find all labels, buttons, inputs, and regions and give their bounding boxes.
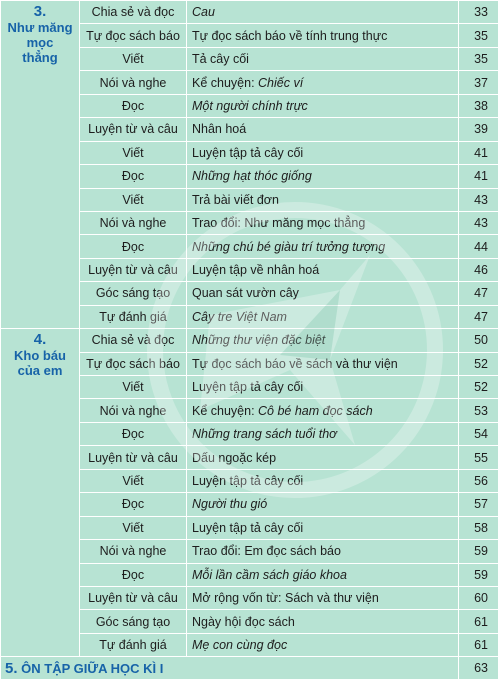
- lesson-title-text: Luyện tập tả cây cối: [192, 521, 303, 535]
- lesson-type: Viết: [80, 188, 187, 211]
- lesson-title: [187, 469, 459, 492]
- lesson-title: [187, 118, 459, 141]
- lesson-title: [187, 329, 459, 352]
- page-number: 57: [459, 493, 498, 516]
- lesson-type: Viết: [80, 469, 187, 492]
- lesson-title: [187, 258, 459, 281]
- lesson-type: Viết: [80, 516, 187, 539]
- lesson-title: [187, 282, 459, 305]
- page-number: 35: [459, 24, 498, 47]
- page-number: 53: [459, 399, 498, 422]
- lesson-title: [187, 610, 459, 633]
- page-number: 52: [459, 376, 498, 399]
- lesson-title: [187, 563, 459, 586]
- lesson-title-text: Người thu gió: [192, 497, 267, 511]
- lesson-title: [187, 211, 459, 234]
- unit-name-line: Kho báu: [5, 348, 75, 363]
- lesson-title-text: Tự đọc sách báo về sách và thư viện: [192, 357, 398, 371]
- unit-heading: [1, 1, 80, 329]
- lesson-type: Đọc: [80, 563, 187, 586]
- lesson-title: [187, 47, 459, 70]
- lesson-title: [187, 516, 459, 539]
- lesson-title: [187, 493, 459, 516]
- lesson-title-text: Những thư viện đặc biệt: [192, 333, 325, 347]
- lesson-type: Viết: [80, 141, 187, 164]
- page-number: 33: [459, 1, 498, 24]
- lesson-type: Nói và nghe: [80, 211, 187, 234]
- lesson-title-text: Một người chính trực: [192, 99, 308, 113]
- lesson-title: [187, 399, 459, 422]
- final-unit-title: ÔN TẬP GIỮA HỌC KÌ I: [21, 661, 163, 676]
- lesson-title-text: Luyện tập tả cây cối: [192, 380, 303, 394]
- lesson-type: Tự đánh giá: [80, 633, 187, 656]
- page-number: 61: [459, 610, 498, 633]
- unit-name-line: của em: [5, 363, 75, 378]
- lesson-type: Đọc: [80, 422, 187, 445]
- lesson-type: Viết: [80, 376, 187, 399]
- unit-number: 3.: [5, 3, 75, 20]
- unit-name-line: thẳng: [5, 50, 75, 65]
- final-unit-number: 5.: [5, 660, 18, 677]
- page-number: 54: [459, 422, 498, 445]
- lesson-type: Chia sẻ và đọc: [80, 1, 187, 24]
- lesson-type: Luyện từ và câu: [80, 118, 187, 141]
- lesson-title-text: Chiếc ví: [258, 76, 303, 90]
- lesson-type: Đọc: [80, 165, 187, 188]
- unit-name-line: Như măng: [5, 20, 75, 35]
- page-number: 59: [459, 563, 498, 586]
- page-number: 44: [459, 235, 498, 258]
- page-number: 39: [459, 118, 498, 141]
- lesson-title: [187, 305, 459, 328]
- lesson-title-text: Trao đổi: Em đọc sách báo: [192, 544, 341, 558]
- lesson-title-text: Tự đọc sách báo về tính trung thực: [192, 29, 387, 43]
- page-number: 43: [459, 211, 498, 234]
- lesson-type: Luyện từ và câu: [80, 258, 187, 281]
- lesson-title-text: Luyện tập tả cây cối: [192, 474, 303, 488]
- lesson-title-text: Cô bé ham đọc sách: [258, 404, 373, 418]
- lesson-title-text: Tả cây cối: [192, 52, 249, 66]
- lesson-type: Nói và nghe: [80, 399, 187, 422]
- page-number: 35: [459, 47, 498, 70]
- lesson-type: Nói và nghe: [80, 540, 187, 563]
- lesson-type: Luyện từ và câu: [80, 446, 187, 469]
- lesson-type: Viết: [80, 47, 187, 70]
- lesson-title-text: Mẹ con cùng đọc: [192, 638, 287, 652]
- lesson-title: [187, 165, 459, 188]
- lesson-type: Góc sáng tạo: [80, 282, 187, 305]
- lesson-title: [187, 376, 459, 399]
- page-number: 43: [459, 188, 498, 211]
- lesson-title: [187, 540, 459, 563]
- lesson-title: [187, 71, 459, 94]
- lesson-title: [187, 633, 459, 656]
- lesson-title: [187, 94, 459, 117]
- lesson-title-text: Dấu ngoặc kép: [192, 451, 276, 465]
- lesson-title: [187, 446, 459, 469]
- lesson-title: [187, 352, 459, 375]
- page-number: 63: [459, 657, 498, 680]
- lesson-title: [187, 188, 459, 211]
- lesson-title-text: Nhân hoá: [192, 122, 246, 136]
- lesson-title-prefix: Kể chuyện:: [192, 76, 258, 90]
- unit-name-line: mọc: [5, 35, 75, 50]
- toc-body: [1, 1, 498, 680]
- page-number: 56: [459, 469, 498, 492]
- lesson-title-text: Cây tre Việt Nam: [192, 310, 287, 324]
- final-unit-row: [1, 657, 498, 680]
- lesson-type: Đọc: [80, 235, 187, 258]
- lesson-title: [187, 1, 459, 24]
- lesson-title: [187, 24, 459, 47]
- page-number: 55: [459, 446, 498, 469]
- lesson-type: Đọc: [80, 493, 187, 516]
- lesson-title-text: Những chú bé giàu trí tưởng tượng: [192, 240, 385, 254]
- lesson-title-text: Mỗi lần cầm sách giáo khoa: [192, 568, 347, 582]
- page-number: 46: [459, 258, 498, 281]
- lesson-type: Chia sẻ và đọc: [80, 329, 187, 352]
- lesson-title-text: Trả bài viết đơn: [192, 193, 279, 207]
- page-number: 59: [459, 540, 498, 563]
- lesson-type: Đọc: [80, 94, 187, 117]
- toc-row: [1, 329, 498, 352]
- page-number: 52: [459, 352, 498, 375]
- lesson-title-text: Những trang sách tuổi thơ: [192, 427, 337, 441]
- lesson-title-text: Mở rộng vốn từ: Sách và thư viện: [192, 591, 379, 605]
- lesson-type: Tự đọc sách báo: [80, 24, 187, 47]
- lesson-title-text: Luyện tập về nhân hoá: [192, 263, 319, 277]
- lesson-title-text: Trao đổi: Như măng mọc thẳng: [192, 216, 365, 230]
- final-unit-heading: [1, 657, 459, 680]
- lesson-type: Nói và nghe: [80, 71, 187, 94]
- lesson-title-text: Cau: [192, 5, 215, 19]
- page-number: 37: [459, 71, 498, 94]
- page-number: 61: [459, 633, 498, 656]
- page-number: 41: [459, 141, 498, 164]
- unit-heading: [1, 329, 80, 657]
- lesson-title-text: Luyện tập tả cây cối: [192, 146, 303, 160]
- lesson-title: [187, 422, 459, 445]
- lesson-title: [187, 235, 459, 258]
- page-number: 41: [459, 165, 498, 188]
- unit-number: 4.: [5, 331, 75, 348]
- page-number: 60: [459, 586, 498, 609]
- toc-row: [1, 1, 498, 24]
- lesson-title-prefix: Kể chuyện:: [192, 404, 258, 418]
- page-number: 47: [459, 282, 498, 305]
- page-number: 47: [459, 305, 498, 328]
- lesson-type: Tự đánh giá: [80, 305, 187, 328]
- lesson-title-text: Những hạt thóc giống: [192, 169, 312, 183]
- lesson-title: [187, 141, 459, 164]
- lesson-title: [187, 586, 459, 609]
- page-number: 38: [459, 94, 498, 117]
- lesson-type: Tự đọc sách báo: [80, 352, 187, 375]
- lesson-type: Góc sáng tạo: [80, 610, 187, 633]
- page-number: 50: [459, 329, 498, 352]
- lesson-type: Luyện từ và câu: [80, 586, 187, 609]
- lesson-title-text: Quan sát vườn cây: [192, 286, 299, 300]
- page-number: 58: [459, 516, 498, 539]
- lesson-title-text: Ngày hội đọc sách: [192, 615, 295, 629]
